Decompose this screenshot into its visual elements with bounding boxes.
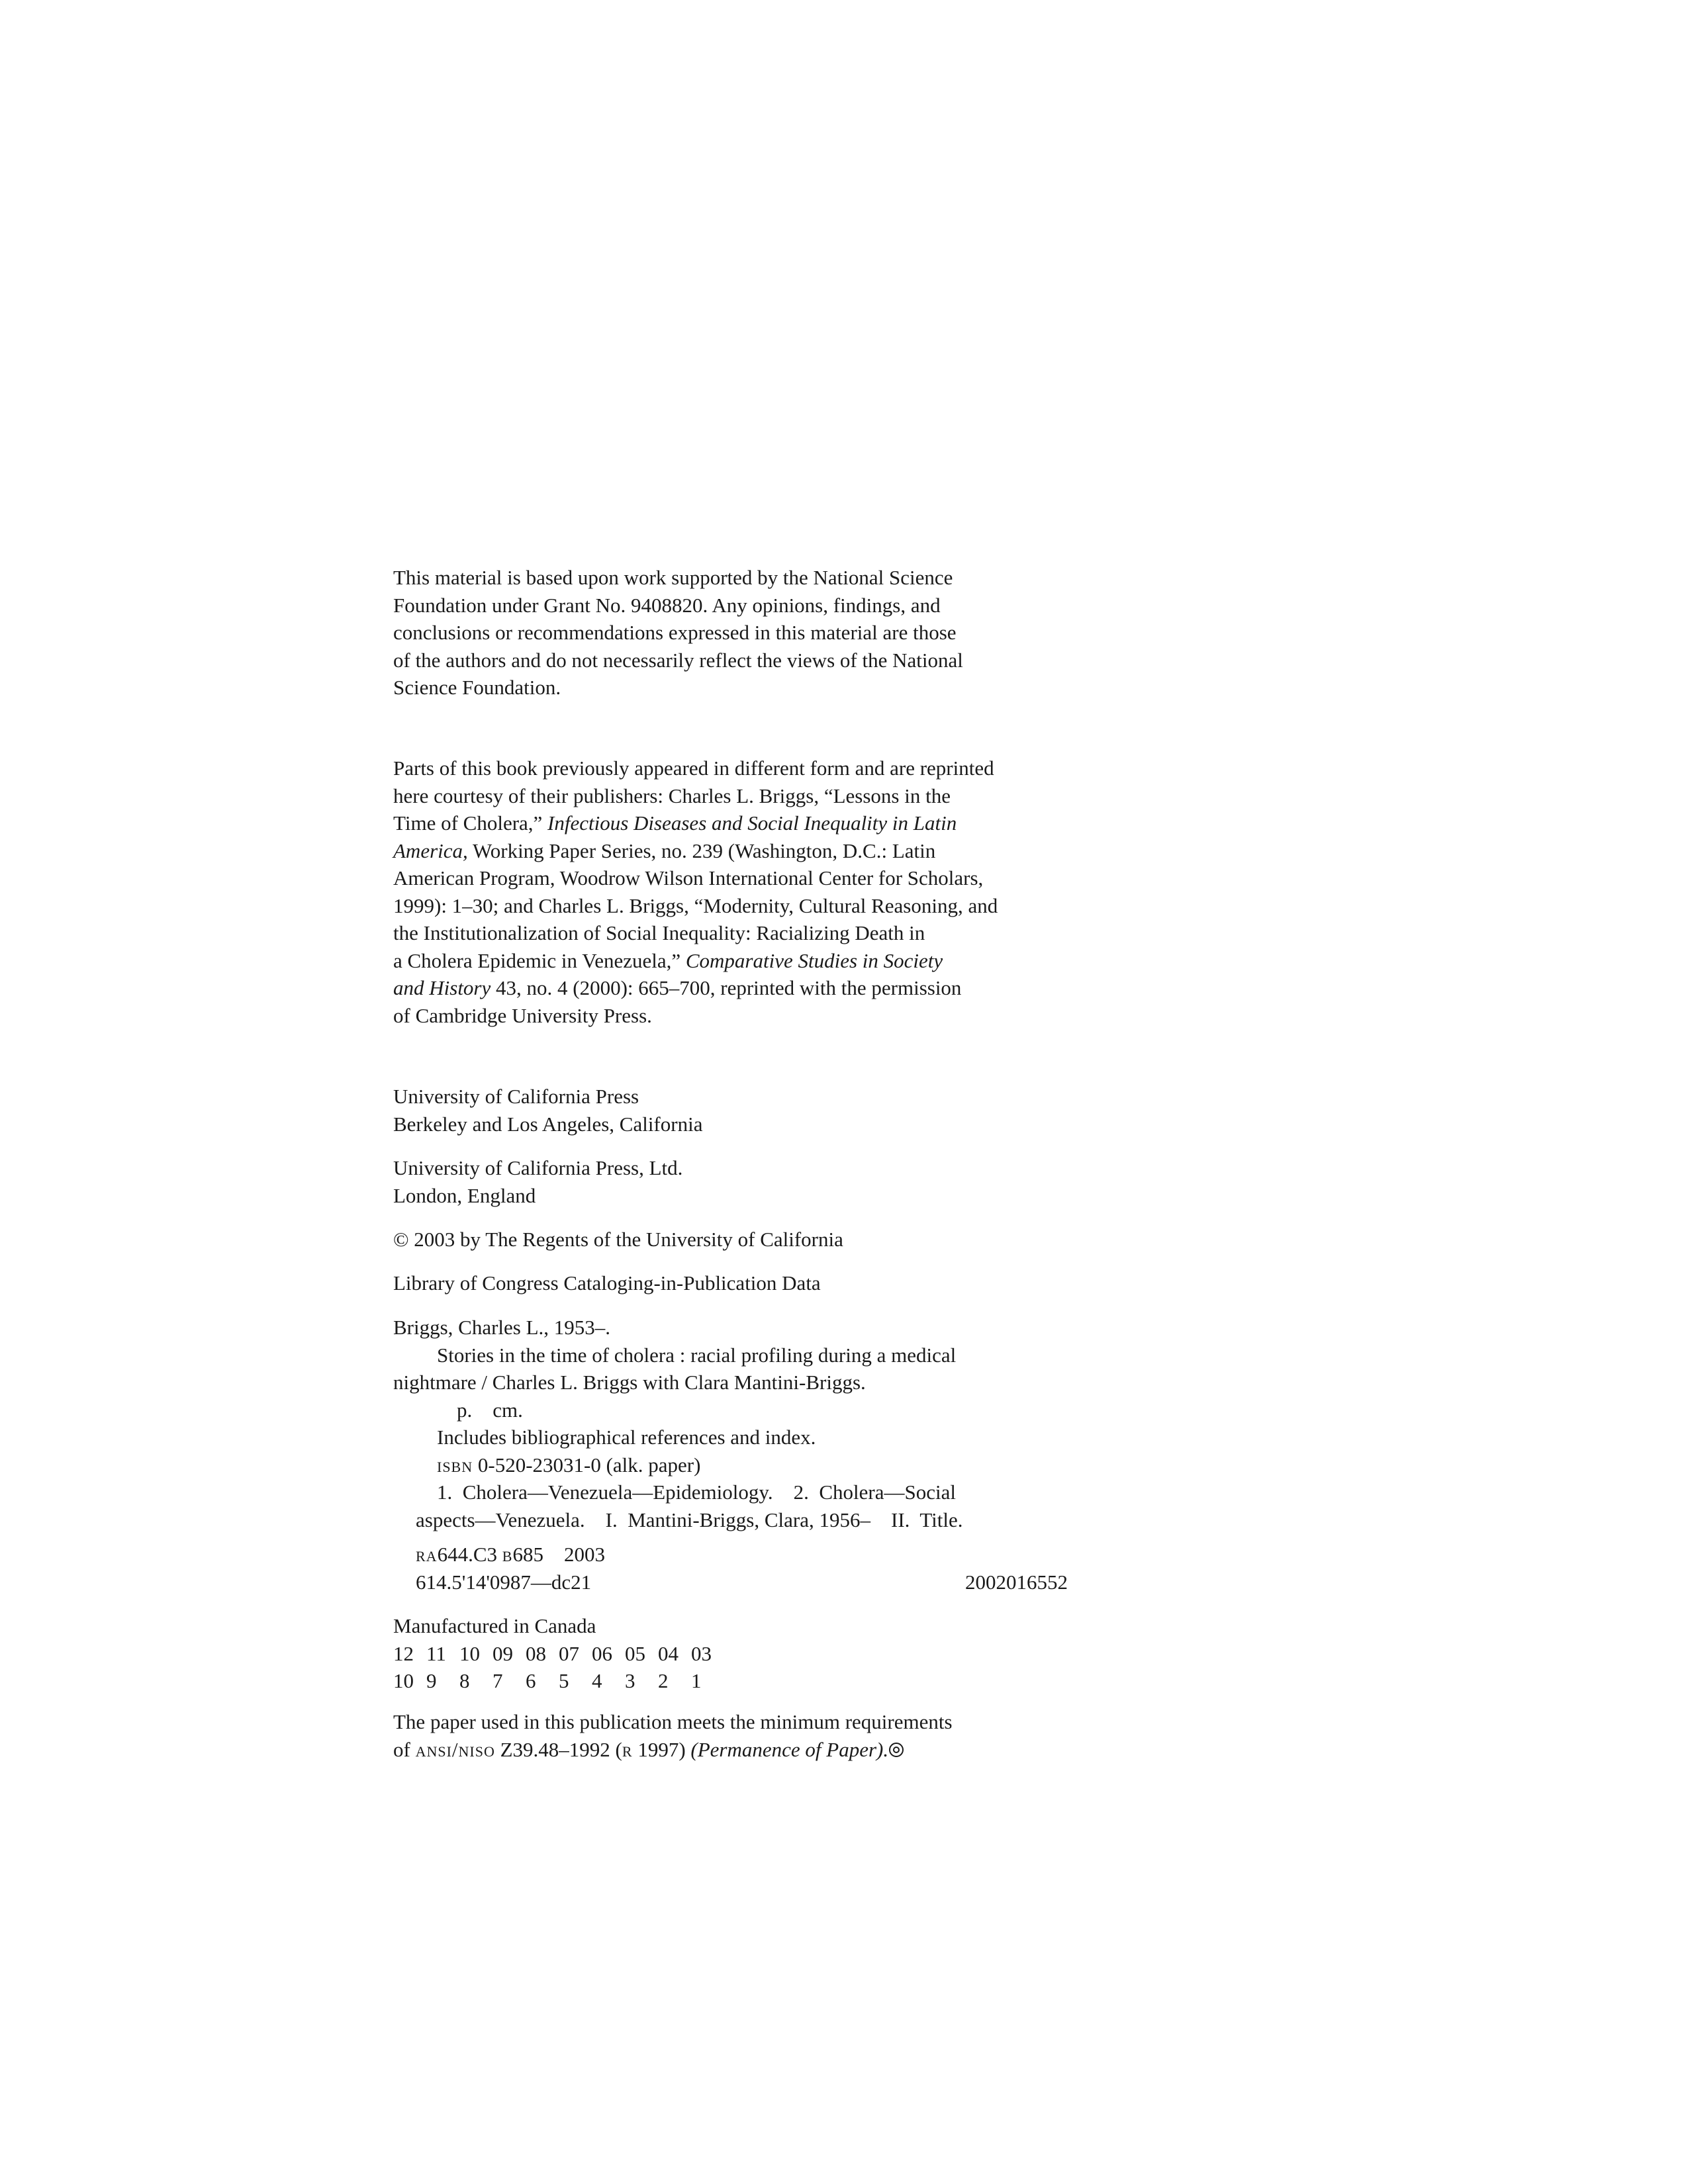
- year-number: 06: [592, 1641, 612, 1665]
- cip-classification: [393, 1541, 1068, 1596]
- nsf-line: Foundation under Grant No. 9408820. Any opinions, findings, and: [393, 593, 941, 617]
- cip-author: Briggs, Charles L., 1953–.: [393, 1316, 611, 1339]
- nsf-line: of the authors and do not necessarily reflect the views of the National: [393, 648, 963, 672]
- reprint-line: Parts of this book previously appeared in different form and are reprinted: [393, 756, 994, 780]
- reprint-line: the Institutionalization of Social Inequality: Racializing Death in: [393, 921, 925, 944]
- journal-title: America,: [393, 839, 468, 862]
- permanence-label: (Permanence of Paper).: [690, 1737, 889, 1761]
- reprint-text: Working Paper Series, no. 239 (Washington, D.C.: Latin: [467, 839, 936, 862]
- nsf-notice: [393, 564, 1068, 702]
- dewey-number: 614.5'14'0987—dc21: [416, 1570, 592, 1594]
- reprint-line: of Cambridge University Press.: [393, 1003, 652, 1027]
- printing-number: 4: [592, 1669, 602, 1692]
- year-number: 04: [658, 1641, 679, 1665]
- printing-number: 7: [492, 1669, 503, 1692]
- cip-isbn: [393, 1451, 1068, 1479]
- publisher-us: [393, 1083, 1068, 1138]
- journal-title: and History: [393, 976, 491, 999]
- cip-subjects: 1. Cholera—Venezuela—Epidemiology. 2. Cholera—Social: [437, 1480, 956, 1504]
- year-number: 12: [393, 1641, 414, 1665]
- copyright-line: [393, 1226, 1068, 1253]
- journal-title: Comparative Studies in Society: [685, 948, 943, 972]
- publisher-location: Berkeley and Los Angeles, California: [393, 1112, 703, 1136]
- reprint-text: Time of Cholera,”: [393, 811, 548, 835]
- paper-line: [393, 1736, 1068, 1764]
- publisher-uk-location: London, England: [393, 1183, 536, 1207]
- nsf-line: This material is based upon work supported by the National Science: [393, 566, 953, 589]
- manufacture-info: [393, 1612, 1068, 1695]
- year-number: 08: [526, 1641, 546, 1665]
- nsf-line: Science Foundation.: [393, 676, 561, 699]
- year-number: 11: [426, 1641, 446, 1665]
- printing-number: 10: [393, 1669, 414, 1692]
- printing-number: 6: [526, 1669, 536, 1692]
- isbn-value: 0-520-23031-0 (alk. paper): [473, 1453, 701, 1477]
- lccn: 2002016552: [965, 1570, 1068, 1594]
- reprint-line: [393, 809, 1068, 837]
- reprint-text: a Cholera Epidemic in Venezuela,”: [393, 948, 686, 972]
- cip-subjects-cont: aspects—Venezuela. I. Mantini-Briggs, Clara, 1956– II. Title.: [416, 1508, 963, 1531]
- cip-pagination: p. cm.: [457, 1398, 523, 1422]
- permanence-of-paper-icon: [889, 1743, 904, 1757]
- publisher-name: University of California Press: [393, 1085, 639, 1108]
- paper-text: Z39.48–1992 (: [494, 1737, 622, 1761]
- call-rest: 644.C3: [437, 1543, 497, 1566]
- year-number: 03: [691, 1641, 712, 1665]
- reprint-line: here courtesy of their publishers: Charles L. Briggs, “Lessons in the: [393, 784, 951, 807]
- publisher-uk-name: University of California Press, Ltd.: [393, 1156, 683, 1179]
- call-class: ra: [416, 1543, 438, 1566]
- isbn-label: isbn: [437, 1453, 473, 1477]
- cip-notes: Includes bibliographical references and index.: [437, 1426, 816, 1449]
- printing-sequence: [393, 1667, 1068, 1695]
- cip-heading: [393, 1269, 1068, 1297]
- paper-notice: [393, 1708, 1068, 1763]
- printing-number: 3: [625, 1669, 635, 1692]
- journal-title: Infectious Diseases and Social Inequality in Latin: [547, 811, 957, 835]
- year-number: 09: [492, 1641, 513, 1665]
- reprint-line: [393, 947, 1068, 975]
- reprint-line: [393, 837, 1068, 865]
- manufactured-label: Manufactured in Canada: [393, 1614, 596, 1637]
- printing-number: 8: [459, 1669, 470, 1692]
- reprint-line: [393, 974, 1068, 1002]
- year-sequence: [393, 1640, 1068, 1668]
- standard-org: ansi/niso: [415, 1737, 495, 1761]
- standard-r: r: [622, 1737, 633, 1761]
- lc-call-number: [393, 1541, 1068, 1569]
- reprint-notice: [393, 754, 1068, 1029]
- cip-title: Stories in the time of cholera : racial profiling during a medical: [437, 1343, 957, 1367]
- reprint-text: 43, no. 4 (2000): 665–700, reprinted with the permission: [491, 976, 962, 999]
- copyright-text: © 2003 by The Regents of the University of California: [393, 1228, 843, 1251]
- nsf-line: conclusions or recommendations expressed in this material are those: [393, 621, 957, 644]
- call-tail: 685 2003: [512, 1543, 605, 1566]
- year-number: 05: [625, 1641, 645, 1665]
- year-number: 10: [459, 1641, 480, 1665]
- cip-title-cont: nightmare / Charles L. Briggs with Clara Mantini-Briggs.: [393, 1371, 866, 1394]
- dewey-row: [393, 1569, 1068, 1596]
- publisher-uk: [393, 1154, 1068, 1209]
- paper-text: of: [393, 1737, 416, 1761]
- printing-number: 5: [559, 1669, 569, 1692]
- call-b: b: [502, 1543, 513, 1566]
- year-number: 07: [559, 1641, 579, 1665]
- printing-number: 9: [426, 1669, 437, 1692]
- paper-text: 1997): [632, 1737, 691, 1761]
- reprint-line: American Program, Woodrow Wilson International Center for Scholars,: [393, 866, 984, 889]
- reprint-line: 1999): 1–30; and Charles L. Briggs, “Modernity, Cultural Reasoning, and: [393, 893, 998, 917]
- paper-line: The paper used in this publication meets the minimum requirements: [393, 1710, 953, 1733]
- cip-heading-text: Library of Congress Cataloging-in-Publication Data: [393, 1271, 821, 1295]
- printing-number: 2: [658, 1669, 669, 1692]
- printing-number: 1: [691, 1669, 702, 1692]
- cip-record: [393, 1314, 1068, 1533]
